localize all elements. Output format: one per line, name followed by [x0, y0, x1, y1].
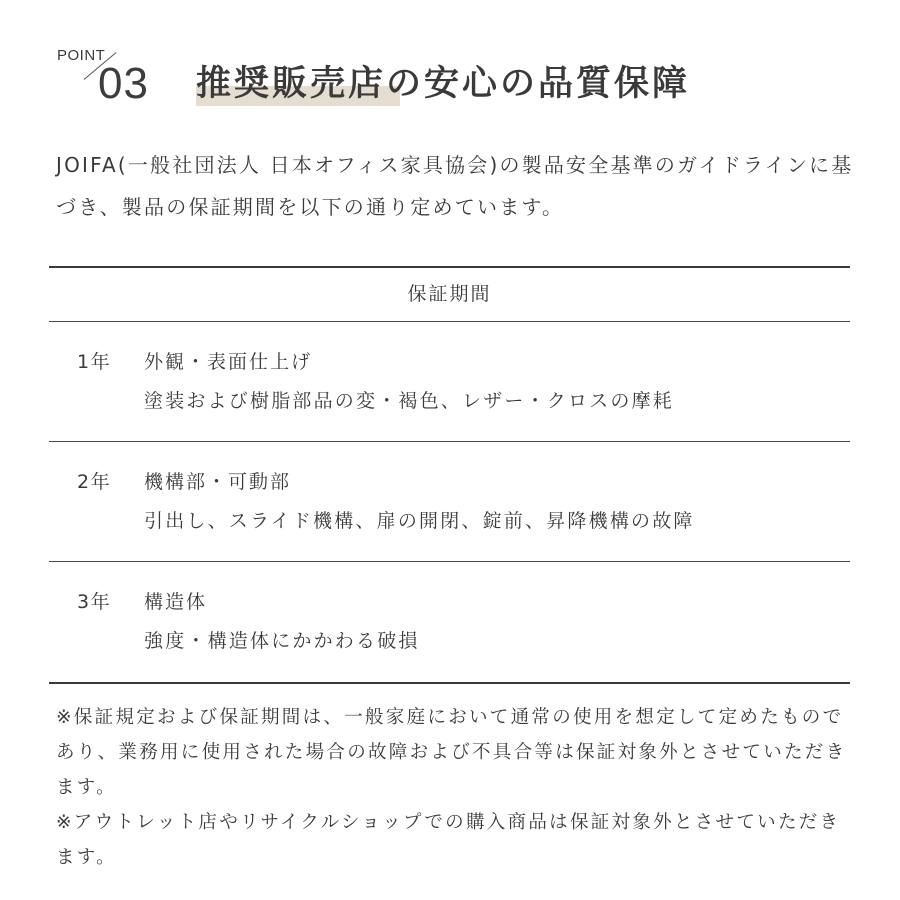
table-header: 保証期間 [49, 268, 850, 322]
intro-text: JOIFA(一般社団法人 日本オフィス家具協会)の製品安全基準のガイドラインに基づき、製品の保証期間を以下の通り定めています。 [56, 153, 854, 219]
warranty-description: 引出し、スライド機構、扉の開閉、錠前、昇降機構の故障 [144, 510, 695, 532]
table-row [49, 322, 850, 442]
warranty-description: 塗装および樹脂部品の変・褐色、レザー・クロスの摩耗 [144, 390, 675, 412]
table-row [49, 562, 850, 682]
table-row [49, 442, 850, 562]
warranty-description: 強度・構造体にかかわる破損 [144, 630, 420, 652]
note-item: ※保証規定および保証期間は、一般家庭において通常の使用を想定して定めたものであり、業務用に使用された場合の故障および不具合等は保証対象外とさせていただきます。 [56, 707, 847, 798]
warranty-period: 3年 [77, 591, 112, 613]
warranty-category: 構造体 [144, 591, 208, 613]
warranty-category: 外観・表面仕上げ [144, 351, 313, 373]
warranty-period: 1年 [77, 351, 112, 373]
warranty-category: 機構部・可動部 [144, 471, 292, 493]
page-title: 推奨販売店の安心の品質保障 [196, 64, 691, 104]
warranty-period: 2年 [77, 471, 112, 493]
notes [56, 700, 856, 875]
point-label: POINT [57, 47, 106, 64]
point-number: 03 [98, 59, 149, 108]
note-item: ※アウトレット店やリサイクルショップでの購入商品は保証対象外とさせていただきます。 [56, 812, 841, 868]
warranty-table [49, 266, 850, 684]
heading-block [196, 60, 690, 110]
